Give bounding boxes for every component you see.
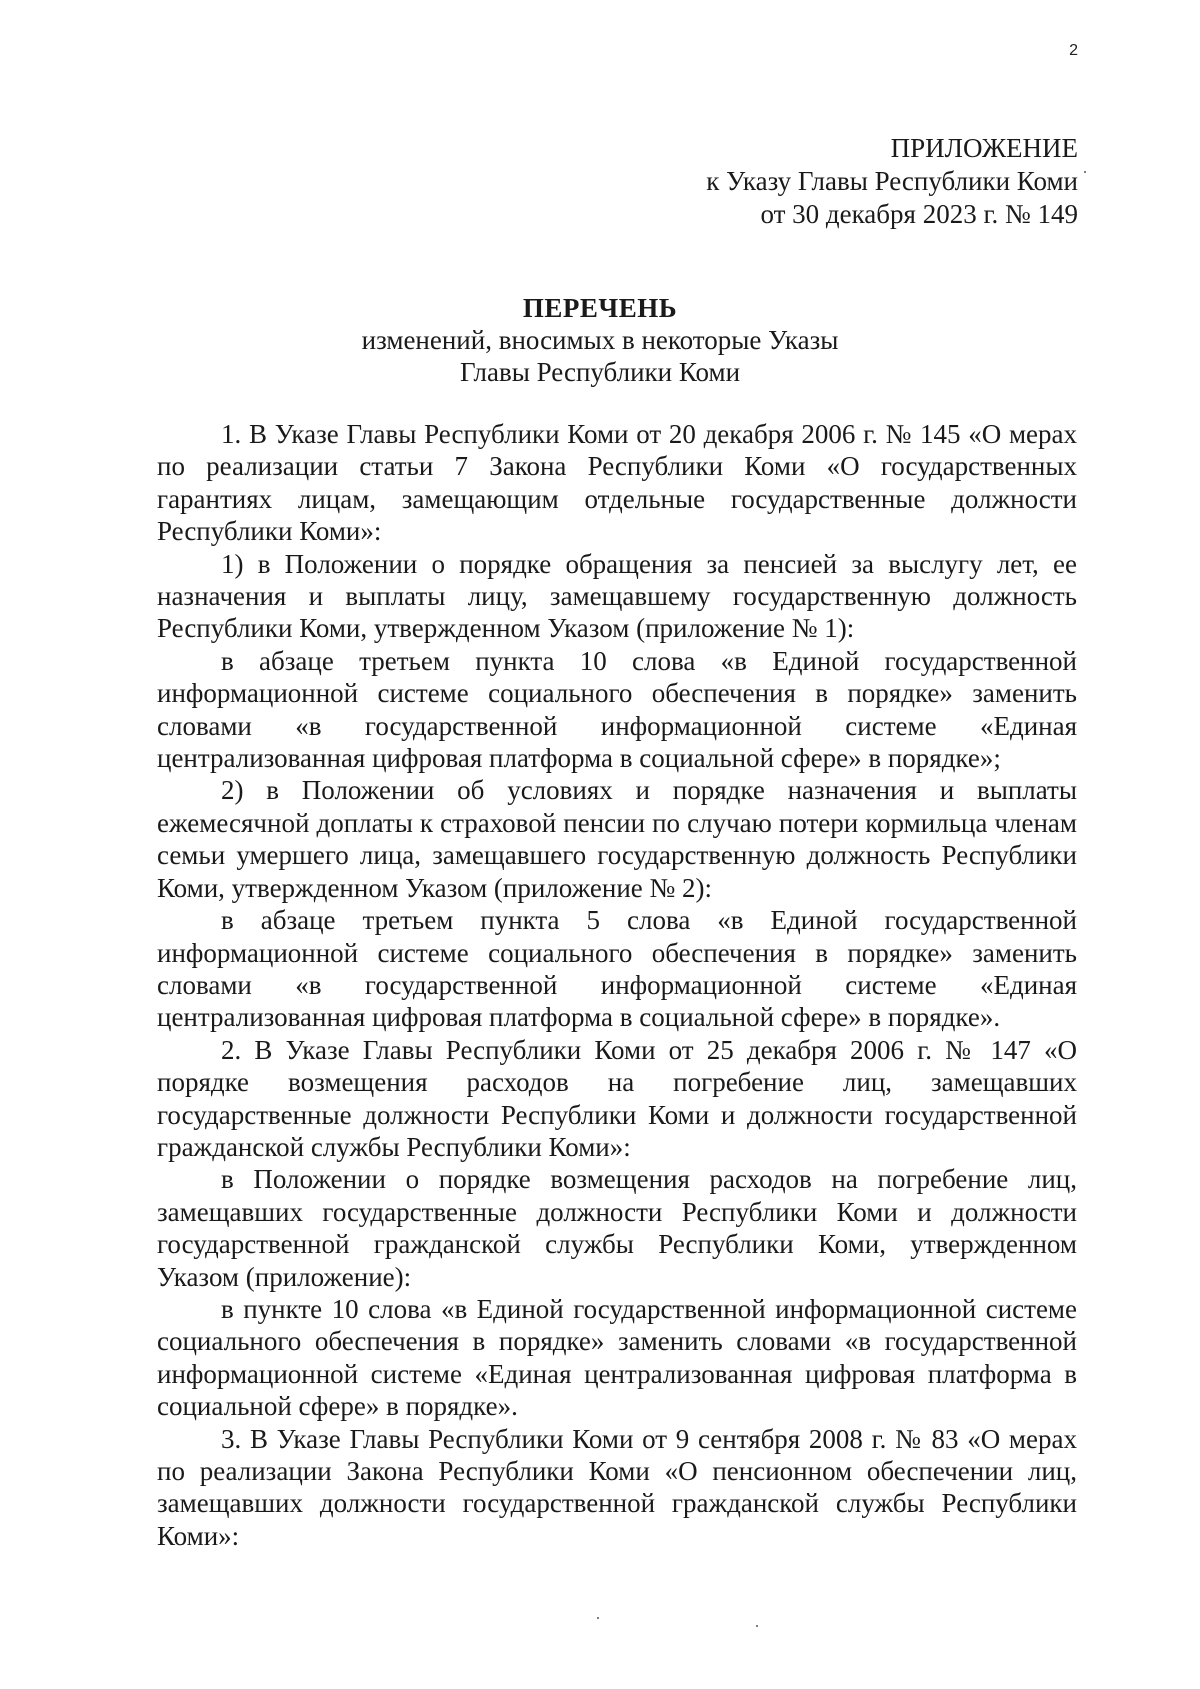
- paragraph-1: 1. В Указе Главы Республики Коми от 20 декабря 2006 г. № 145 «О мерах по реализации статьи 7 Закона Республики Коми «О государственных гарантиях лицам, замещающим отдельные государственные должности Республики Коми»:: [157, 419, 1077, 547]
- document-title: [0, 292, 1200, 388]
- scan-speck: [1084, 171, 1086, 173]
- paragraph-5: в абзаце третьем пункта 5 слова «в Единой государственной информационной системе социального обеспечения в порядке» заменить словами «в государственной информационной системе «Единая централизованная цифровая платформа в социальной сфере» в порядке».: [157, 905, 1077, 1033]
- title-subtitle-line-1: изменений, вносимых в некоторые Указы: [361, 325, 839, 355]
- appendix-label: ПРИЛОЖЕНИЕ: [890, 133, 1078, 163]
- paragraph-7: в Положении о порядке возмещения расходов на погребение лиц, замещавших государственные должности Республики Коми и должности государственной гражданской службы Республики Коми, утвержденном Указом (приложение):: [157, 1164, 1077, 1292]
- paragraph-2: 1) в Положении о порядке обращения за пенсией за выслугу лет, ее назначения и выплаты лицу, замещавшему государственную должность Республики Коми, утвержденном Указом (приложение № 1):: [157, 548, 1077, 644]
- page-number: 2: [1069, 42, 1078, 59]
- paragraph-8: в пункте 10 слова «в Единой государственной информационной системе социального обеспечения в порядке» заменить словами «в государственной информационной системе «Единая централизованная цифровая платформа в социальной сфере» в порядке».: [157, 1293, 1077, 1422]
- paragraph-4: 2) в Положении об условиях и порядке назначения и выплаты ежемесячной доплаты к страховой пенсии по случаю потери кормильца членам семьи умершего лица, замещавшего государственную должность Республики Коми, утвержденном Указом (приложение № 2):: [157, 775, 1077, 903]
- paragraph-3: в абзаце третьем пункта 10 слова «в Единой государственной информационной системе социального обеспечения в порядке» заменить словами «в государственной информационной системе «Единая централизованная цифровая платформа в социальной сфере» в порядке»;: [157, 645, 1077, 774]
- scan-speck: [756, 1625, 758, 1627]
- title-heading: ПЕРЕЧЕНЬ: [522, 293, 678, 323]
- appendix-header: [706, 132, 1078, 231]
- title-subtitle-line-2: Главы Республики Коми: [459, 357, 741, 387]
- appendix-decree-date: от 30 декабря 2023 г. № 149: [760, 199, 1078, 229]
- document-body: [157, 418, 1077, 1552]
- paragraph-6: 2. В Указе Главы Республики Коми от 25 декабря 2006 г. № 147 «О порядке возмещения расходов на погребение лиц, замещавших государственные должности Республики Коми и должности государственной гражданской службы Республики Коми»:: [157, 1034, 1077, 1162]
- appendix-decree-reference: к Указу Главы Республики Коми: [706, 166, 1078, 196]
- scan-speck: [597, 1617, 599, 1619]
- paragraph-9: 3. В Указе Главы Республики Коми от 9 сентября 2008 г. № 83 «О мерах по реализации Закона Республики Коми «О пенсионном обеспечении лиц, замещавших должности государственной гражданской службы Республики Коми»:: [157, 1423, 1077, 1551]
